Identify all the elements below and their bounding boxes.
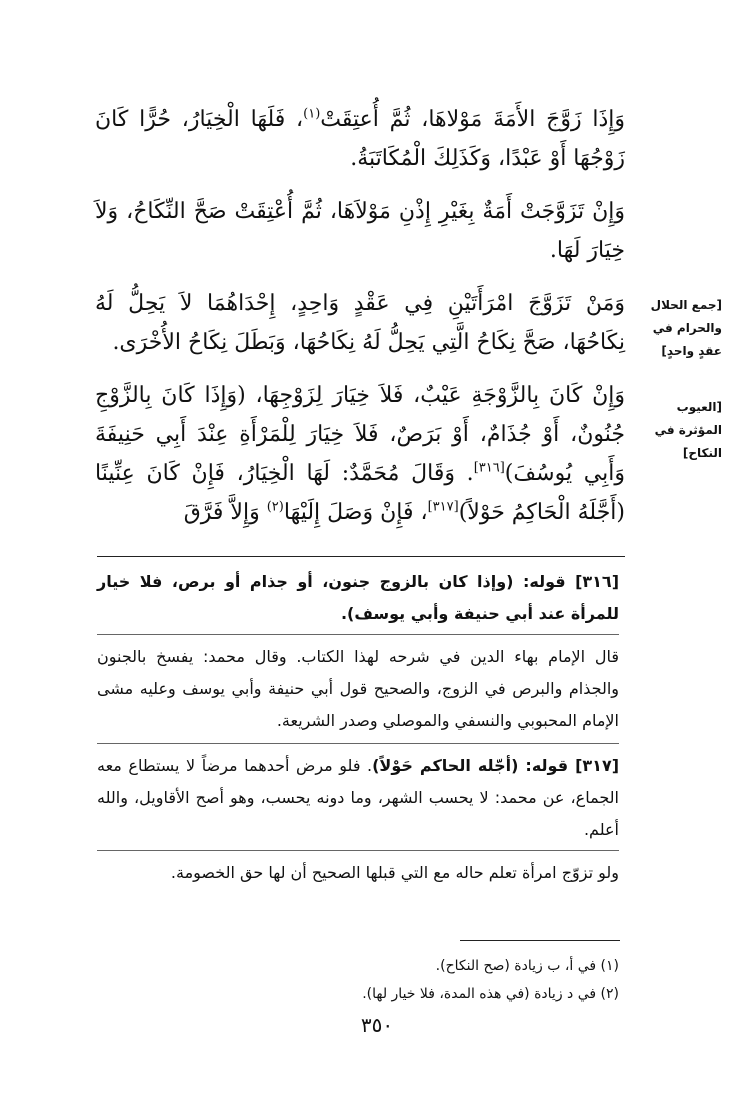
sidenote-lawful-unlawful: [جمع الحلال والحرام في عقدٍ واحدٍ] xyxy=(650,298,722,358)
matn-paragraph-4 xyxy=(95,376,625,532)
commentary-317-paragraph xyxy=(97,750,619,846)
commentary-divider xyxy=(97,850,619,851)
commentary-317-quote: (أجّله الحاكم حَوْلاً) xyxy=(372,756,519,775)
matn-p4-part-d: وَإِلاَّ فَرَّقَ xyxy=(183,500,267,525)
sidenote-defects: [العيوب المؤثرة في النكاح] xyxy=(654,400,722,460)
commentary-317-body: . فلو مرض أحدهما مرضاً لا يستطاع معه الجماع، عن محمد: لا يحسب الشهر، وما دونه يحسب، وهو أصح الأقاويل، والله أعلم. xyxy=(97,756,619,839)
matn-paragraph-2 xyxy=(95,192,625,270)
commentary-316 xyxy=(97,566,619,737)
main-separator xyxy=(97,556,625,557)
commentary-ref-316: [٣١٦] xyxy=(473,460,505,476)
matn-p4-part-c: ، فَإِنْ وَصَلَ إِلَيْهَا xyxy=(283,500,428,525)
commentary-divider xyxy=(97,743,619,744)
main-text xyxy=(95,100,625,546)
matn-p1-text: وَإِذَا زَوَّجَ الأَمَةَ مَوْلاهَا، ثُمَّ أُعتِقَتْ xyxy=(320,107,625,132)
matn-p4-part-a: وَإِنْ كَانَ بِالزَّوْجَةِ عَيْبٌ، فَلاَ خِيَارَ لِزَوْجِهَا، (وَإِذَا كَانَ بِالزَّوْجِ جُنُونٌ، أَوْ جُذَامٌ، أَوْ بَرَصٌ، فَلاَ خِيَارَ لِلْمَرْأَةِ عِنْدَ أَبِي حَنِيفَةَ وَأَبِي يُوسُفَ) xyxy=(95,383,626,486)
commentary-ref-317: [٣١٧] xyxy=(427,499,459,515)
footnote-ref-2: (٢) xyxy=(266,499,284,515)
commentary-317-label: [٣١٧] قوله: xyxy=(518,756,620,775)
commentary-divider xyxy=(97,634,619,635)
page-number: ٣٥٠ xyxy=(360,1013,394,1037)
commentary xyxy=(97,566,619,895)
matn-p1-rest: ، فَلَهَا الْخِيَارُ، حُرًّا كَانَ زَوْجُهَا أَوْ عَبْدًا، وَكَذَلِكَ الْمُكَاتَبَةُ. xyxy=(95,107,625,171)
footnote-separator xyxy=(460,940,620,941)
commentary-317-body-2: ولو تزوّج امرأة تعلم حاله مع التي قبلها الصحيح أن لها حق الخصومة. xyxy=(170,863,619,882)
commentary-316-heading: [٣١٦] قوله: (وإذا كان بالزوج جنون، أو جذام أو برص، فلا خيار للمرأة عند أبي حنيفة وأبي يوسف). xyxy=(97,572,619,623)
matn-paragraph-1 xyxy=(95,100,625,178)
commentary-317 xyxy=(97,750,619,889)
commentary-316-body: قال الإمام بهاء الدين في شرحه لهذا الكتاب. وقال محمد: يفسخ بالجنون والجذام والبرص في الزوج، والصحيح قول أبي حنيفة وأبي يوسف وعليه مشى الإمام المحبوبي والنسفي والموصلي وصدر الشريعة. xyxy=(97,647,619,730)
matn-p2-text: وَإِنْ تَزَوَّجَتْ أَمَةٌ بِغَيْرِ إِذْنِ مَوْلاَهَا، ثُمَّ أُعْتِقَتْ صَحَّ النِّكَاحُ، وَلاَ خِيَارَ لَهَا. xyxy=(95,199,625,263)
matn-p3-text: وَمَنْ تَزَوَّجَ امْرَأَتَيْنِ فِي عَقْدٍ وَاحِدٍ، إِحْدَاهُمَا لاَ يَحِلُّ لَهُ نِكَاحُهَا، صَحَّ نِكَاحُ الَّتِي يَحِلُّ لَهُ نِكَاحُهَا، وَبَطَلَ نِكَاحُ الأُخْرَى. xyxy=(95,291,625,355)
footnote-1: (١) في أ، ب زيادة (صح النكاح). xyxy=(435,958,619,974)
footnotes xyxy=(97,952,619,1008)
footnote-2: (٢) في د زيادة (في هذه المدة، فلا خيار لها). xyxy=(362,986,619,1002)
matn-p4-part-b: . وَقَالَ مُحَمَّدٌ: لَهَا الْخِيَارُ، فَإِنْ كَانَ عِنِّينًا (أَجَّلَهُ الْحَاكِمُ حَوْلاً) xyxy=(95,461,625,525)
footnote-ref-1: (١) xyxy=(303,106,321,122)
matn-paragraph-3 xyxy=(95,284,625,362)
